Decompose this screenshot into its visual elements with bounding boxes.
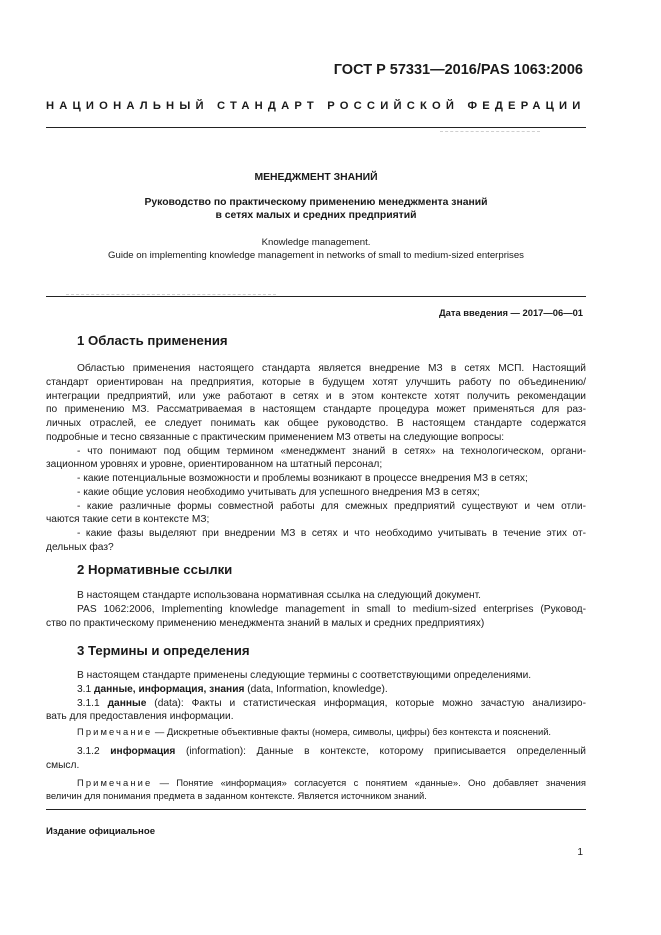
section-3-heading: 3 Термины и определения [77,643,250,658]
question-line: чаются такие сети в контексте МЗ; [46,514,210,526]
term-name: информация [110,746,176,757]
term-english: (data, Information, knowledge). [244,683,388,695]
footer-rule [46,809,586,810]
reference-line: PAS 1062:2006, Implementing knowledge management in small to medium-sized enterprises (Руковод- [77,603,586,615]
scope-line: по применению МЗ. Рассматриваемая в настоящем стандарте процедура может применяться для раз- [46,404,586,416]
term-name: данные [107,697,147,709]
term-3-1-2 [46,745,586,773]
scope-line: личных отраслей, ее следует понимать как общее руководство. В настоящем стандарте содержатся [46,418,586,429]
scope-line: подробные и тесно связанные с практическим применением МЗ ответы на следующие вопросы: [46,431,505,443]
scope-line: Областью применения настоящего стандарта является внедрение МЗ в сетях МСП. Настоящий [77,363,586,374]
title-rule [46,296,586,297]
introduction-date: Дата введения — 2017—06—01 [438,307,583,318]
question-line: - какие потенциальные возможности и проблемы возникают в процессе внедрения МЗ в сетях; [77,473,528,484]
term-definition: (data): Факты и статистическая информация, которые можно зачастую анализиро- [146,697,586,709]
section-1-body [46,362,586,555]
terms-intro: В настоящем стандарте применены следующие термины с соответствующими определениями. [77,670,532,681]
note-1 [46,726,586,739]
question-line: дельных фаз? [46,541,114,553]
term-number: 3.1 [77,683,94,695]
term-number: 3.1.2 [77,746,111,757]
section-1-heading: 1 Область применения [77,333,228,348]
document-subtitle [46,196,586,222]
references-intro: В настоящем стандарте использована нормативная ссылка на следующий документ. [77,590,481,601]
scan-artifact [440,131,540,132]
scope-line: интеграции предприятий, или уже работают в сетях и в этом контексте хотят получить рекомендации [46,390,586,402]
document-title: МЕНЕДЖМЕНТ ЗНАНИЙ [254,172,378,183]
term-definition: (information): Данные в контексте, которому приписывается определенный [175,746,586,757]
section-2-heading: 2 Нормативные ссылки [77,562,233,577]
note-2 [46,777,586,802]
note-text: — Дискретные объективные факты (номера, символы, цифры) без контекста и пояснений. [152,726,552,737]
subtitle-line: в сетях малых и средних предприятий [215,210,417,221]
note-label: Примечание [77,777,153,788]
scope-line: стандарт ориентирован на предприятия, которые в будущем хотят улучшить работу по объединению/ [46,376,586,388]
section-3-body [46,669,586,724]
term-3-1 [46,683,586,697]
term-definition-line: вать для предоставления информации. [46,711,234,723]
official-edition-label: Издание официальное [46,826,156,837]
subtitle-line: Руководство по практическому применению менеджмента знаний [144,197,488,208]
english-title [46,236,586,262]
term-3-1-1 [46,697,586,711]
page-number: 1 [577,847,583,858]
note-label: Примечание [77,726,153,737]
note-text-line: величин для понимания предмета в заданном контексте. Является источником знаний. [46,789,427,801]
term-name: данные, информация, знания [94,683,245,695]
english-title-line: Knowledge management. [261,237,371,248]
standard-code: ГОСТ Р 57331—2016/PAS 1063:2006 [333,62,583,78]
question-line: - что понимают под общим термином «менеджмент знаний в сетях» на технологическом, органи- [77,445,586,457]
english-title-line: Guide on implementing knowledge management in networks of small to medium-sized enterprises [108,250,524,261]
header-rule [46,127,586,128]
term-definition-line: смысл. [46,759,80,771]
question-line: - какие различные формы совместной работы для смежных предприятий существуют и чем отли- [77,500,586,512]
note-text: — Понятие «информация» согласуется с понятием «данные». Оно добавляет значения [152,777,586,788]
question-line: зационном уровнях и уровне, ориентированном на штатный персонал; [46,459,383,471]
question-line: - какие общие условия необходимо учитывать для успешного внедрения МЗ в сетях; [77,486,480,498]
scan-artifact [66,294,276,295]
term-number: 3.1.1 [77,697,108,709]
section-2-body [46,589,586,630]
question-line: - какие фазы выделяют при внедрении МЗ в сетях и что необходимо учитывать в течение этих от- [77,528,586,539]
national-standard-heading: НАЦИОНАЛЬНЫЙ СТАНДАРТ РОССИЙСКОЙ ФЕДЕРАЦИИ [46,100,586,112]
reference-line: ство по практическому применению менеджмента знаний в малых и средних предприятиях) [46,617,485,629]
